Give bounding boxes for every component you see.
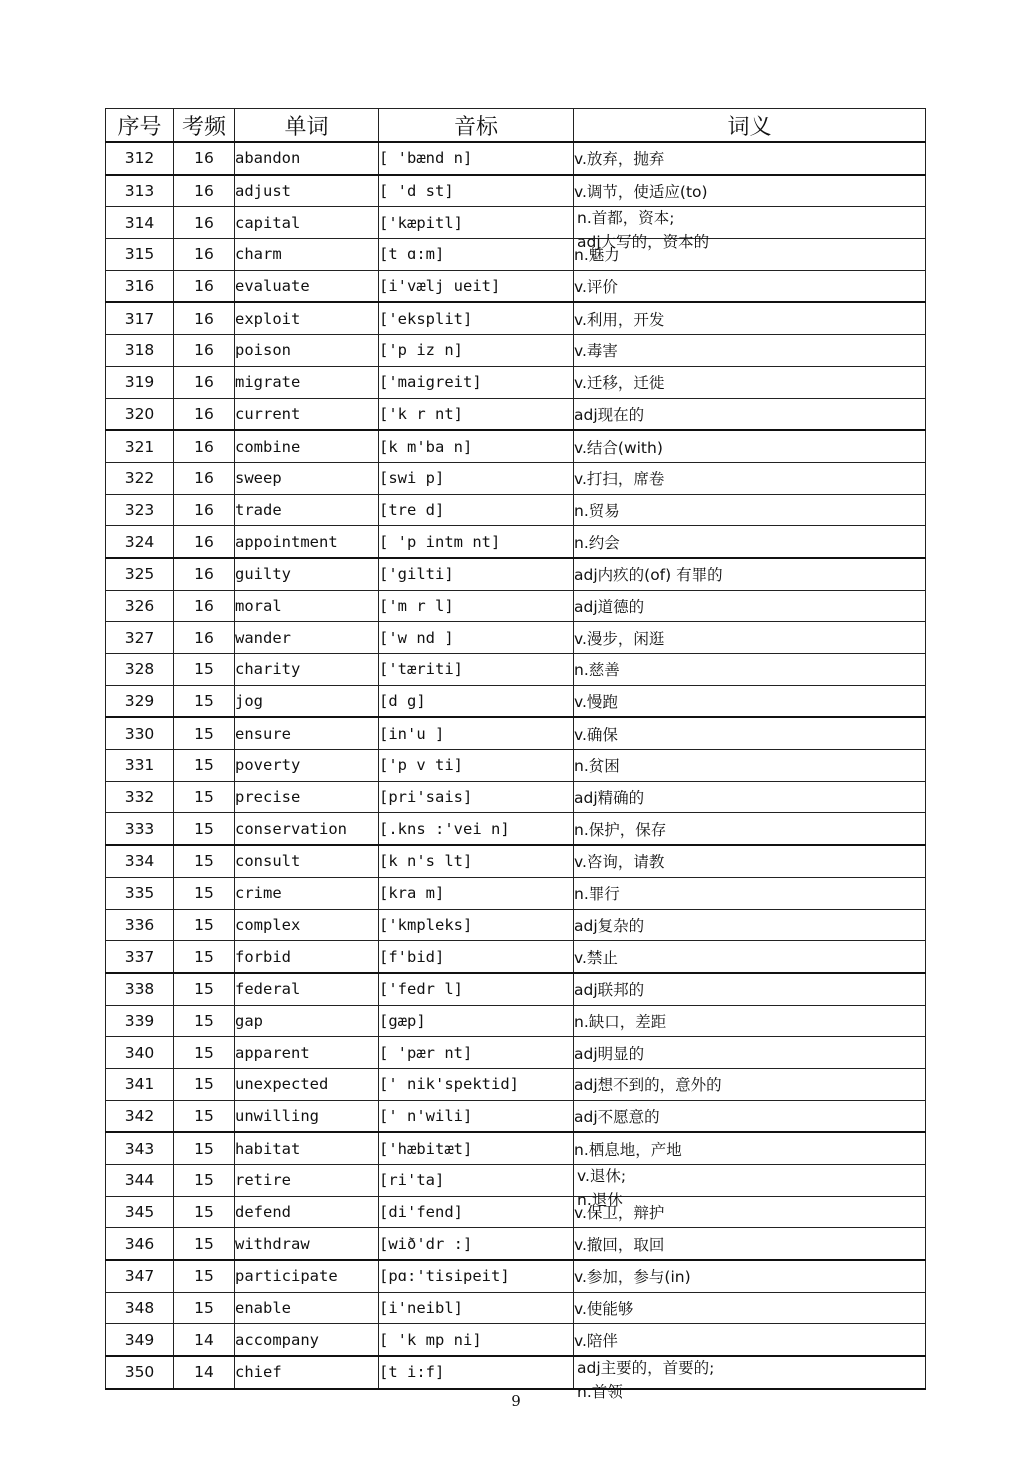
table-row [106,1132,926,1164]
row-meaning: v.漫步，闲逛 [574,622,926,654]
row-phonetic: ['kmpleks] [379,909,574,941]
row-meaning: v.咨询，请教 [574,845,926,877]
row-phonetic: [ri'ta] [379,1165,574,1197]
row-word: evaluate [235,270,379,302]
row-meaning: v.慢跑 [574,685,926,717]
row-meaning: n.约会 [574,526,926,558]
row-number: 326 [106,590,174,622]
row-word: forbid [235,941,379,973]
table-row [106,845,926,877]
table-row [106,1165,926,1197]
row-phonetic: [pɑ:'tisipeit] [379,1260,574,1292]
row-number: 313 [106,175,174,207]
row-word: poverty [235,750,379,782]
table-row [106,1260,926,1292]
row-number: 349 [106,1324,174,1356]
row-meaning: v.结合(with) [574,430,926,462]
row-number: 345 [106,1196,174,1228]
table-row [106,366,926,398]
row-phonetic: [i'neibl] [379,1292,574,1324]
row-word: current [235,398,379,430]
row-meaning-text: n.首都，资本; adj大写的，资本的 [577,209,710,252]
table-row [106,335,926,367]
row-meaning: adj现在的 [574,398,926,430]
row-word: unwilling [235,1100,379,1132]
row-word: ensure [235,717,379,749]
row-phonetic: [tre d] [379,494,574,526]
row-phonetic: ['kæpitl] [379,207,574,239]
table-row [106,558,926,590]
row-phonetic: ['w nd ] [379,622,574,654]
row-phonetic: [gæp] [379,1005,574,1037]
table-row [106,973,926,1005]
table-row [106,142,926,175]
row-phonetic: [ 'pær nt] [379,1037,574,1069]
row-meaning: v.撤回，取回 [574,1228,926,1260]
row-frequency: 15 [174,750,235,782]
row-word: chief [235,1356,379,1389]
row-frequency: 15 [174,877,235,909]
table-row [106,1037,926,1069]
row-number: 316 [106,270,174,302]
row-phonetic: ['p iz n] [379,335,574,367]
row-frequency: 15 [174,909,235,941]
row-word: unexpected [235,1068,379,1100]
row-meaning: v.使能够 [574,1292,926,1324]
row-phonetic: [ 'p intm nt] [379,526,574,558]
table-row [106,270,926,302]
row-word: abandon [235,142,379,175]
header-number: 序号 [106,109,174,143]
row-frequency: 15 [174,1165,235,1197]
table-row [106,1292,926,1324]
header-frequency: 考频 [174,109,235,143]
row-word: enable [235,1292,379,1324]
row-number: 339 [106,1005,174,1037]
row-meaning: n.罪行 [574,877,926,909]
row-number: 337 [106,941,174,973]
row-meaning: n.缺口，差距 [574,1005,926,1037]
row-number: 331 [106,750,174,782]
row-word: retire [235,1165,379,1197]
row-number: 314 [106,207,174,239]
row-frequency: 15 [174,1260,235,1292]
row-number: 340 [106,1037,174,1069]
row-phonetic: [k m'ba n] [379,430,574,462]
row-frequency: 16 [174,398,235,430]
row-frequency: 15 [174,1292,235,1324]
row-frequency: 15 [174,941,235,973]
row-frequency: 14 [174,1324,235,1356]
row-phonetic: [t i:f] [379,1356,574,1389]
row-meaning [574,207,926,252]
row-number: 324 [106,526,174,558]
row-word: gap [235,1005,379,1037]
row-phonetic: ['m r l] [379,590,574,622]
row-number: 319 [106,366,174,398]
row-number: 321 [106,430,174,462]
row-word: adjust [235,175,379,207]
row-number: 350 [106,1356,174,1389]
table-row [106,1324,926,1356]
row-meaning: v.放弃，抛弃 [574,142,926,175]
row-word: habitat [235,1132,379,1164]
row-meaning: v.确保 [574,717,926,749]
row-number: 346 [106,1228,174,1260]
row-phonetic: ['maigreit] [379,366,574,398]
row-number: 315 [106,239,174,271]
row-phonetic: [kra m] [379,877,574,909]
row-frequency: 16 [174,239,235,271]
row-word: accompany [235,1324,379,1356]
row-phonetic: [in'u ] [379,717,574,749]
table-row [106,526,926,558]
row-meaning: adj明显的 [574,1037,926,1069]
table-row [106,239,926,271]
table-row [106,1068,926,1100]
table-row [106,877,926,909]
table-row [106,781,926,813]
row-frequency: 16 [174,142,235,175]
row-frequency: 16 [174,622,235,654]
row-frequency: 15 [174,1005,235,1037]
row-frequency: 15 [174,717,235,749]
row-number: 325 [106,558,174,590]
row-frequency: 16 [174,270,235,302]
table-row [106,654,926,686]
row-word: poison [235,335,379,367]
row-meaning: v.保卫，辩护 [574,1196,926,1228]
row-phonetic: [swi p] [379,462,574,494]
row-word: federal [235,973,379,1005]
row-meaning [574,1165,926,1209]
row-meaning: n.保护，保存 [574,813,926,845]
row-meaning: n.贫困 [574,750,926,782]
row-meaning: v.陪伴 [574,1324,926,1356]
row-number: 348 [106,1292,174,1324]
row-phonetic: [ 'bænd n] [379,142,574,175]
row-frequency: 16 [174,366,235,398]
table-row [106,494,926,526]
row-number: 338 [106,973,174,1005]
row-frequency: 15 [174,654,235,686]
table-row [106,207,926,239]
row-number: 344 [106,1165,174,1197]
row-frequency: 15 [174,813,235,845]
row-meaning: v.迁移，迁徙 [574,366,926,398]
row-phonetic: ['tæriti] [379,654,574,686]
table-row [106,750,926,782]
row-phonetic: ['gilti] [379,558,574,590]
row-number: 323 [106,494,174,526]
row-meaning-text: v.退休; n.退休 [577,1167,627,1209]
row-meaning: v.打扫，席卷 [574,462,926,494]
row-word: defend [235,1196,379,1228]
row-frequency: 16 [174,526,235,558]
row-word: charity [235,654,379,686]
row-meaning-text: adj主要的，首要的; n.首领 [577,1359,715,1402]
row-word: exploit [235,302,379,334]
row-phonetic: [' n'wili] [379,1100,574,1132]
row-frequency: 16 [174,335,235,367]
row-frequency: 16 [174,558,235,590]
row-frequency: 15 [174,685,235,717]
row-word: guilty [235,558,379,590]
row-phonetic: ['hæbitæt] [379,1132,574,1164]
row-meaning: v.毒害 [574,335,926,367]
row-meaning: adj复杂的 [574,909,926,941]
row-meaning: n.魅力 [574,239,926,271]
row-meaning: v.禁止 [574,941,926,973]
row-word: complex [235,909,379,941]
row-phonetic: ['p v ti] [379,750,574,782]
row-meaning: adj道德的 [574,590,926,622]
row-word: migrate [235,366,379,398]
table-row [106,909,926,941]
row-number: 341 [106,1068,174,1100]
row-phonetic: [pri'sais] [379,781,574,813]
row-number: 335 [106,877,174,909]
row-frequency: 16 [174,207,235,239]
row-meaning: v.利用，开发 [574,302,926,334]
row-word: crime [235,877,379,909]
table-row [106,590,926,622]
row-number: 347 [106,1260,174,1292]
table-row [106,175,926,207]
row-word: moral [235,590,379,622]
row-phonetic: [di'fend] [379,1196,574,1228]
row-phonetic: [f'bid] [379,941,574,973]
row-phonetic: [ 'k mp ni] [379,1324,574,1356]
row-meaning: adj想不到的，意外的 [574,1068,926,1100]
page-number: 9 [511,1392,521,1410]
row-word: precise [235,781,379,813]
row-word: charm [235,239,379,271]
row-meaning: v.评价 [574,270,926,302]
row-number: 336 [106,909,174,941]
row-word: capital [235,207,379,239]
row-frequency: 15 [174,1228,235,1260]
row-frequency: 16 [174,302,235,334]
row-number: 343 [106,1132,174,1164]
row-meaning [574,1356,926,1402]
row-frequency: 15 [174,1068,235,1100]
row-frequency: 16 [174,430,235,462]
table-row [106,685,926,717]
row-frequency: 16 [174,462,235,494]
table-row [106,1100,926,1132]
row-phonetic: [t ɑ:m] [379,239,574,271]
row-meaning: adj联邦的 [574,973,926,1005]
row-meaning: adj内疚的(of) 有罪的 [574,558,926,590]
row-frequency: 15 [174,1196,235,1228]
header-word: 单词 [235,109,379,143]
row-number: 334 [106,845,174,877]
row-number: 317 [106,302,174,334]
row-frequency: 15 [174,781,235,813]
row-phonetic: [.kns :'vei n] [379,813,574,845]
row-number: 328 [106,654,174,686]
row-word: wander [235,622,379,654]
header-meaning: 词义 [574,109,926,143]
row-phonetic: [i'vælj ueit] [379,270,574,302]
row-word: participate [235,1260,379,1292]
row-number: 330 [106,717,174,749]
row-word: appointment [235,526,379,558]
row-number: 333 [106,813,174,845]
row-number: 318 [106,335,174,367]
row-meaning: n.栖息地，产地 [574,1132,926,1164]
row-word: apparent [235,1037,379,1069]
row-frequency: 15 [174,845,235,877]
table-row [106,1356,926,1389]
row-word: withdraw [235,1228,379,1260]
vocabulary-table [105,108,926,1402]
table-row [106,1228,926,1260]
table-row [106,1005,926,1037]
row-phonetic: [d g] [379,685,574,717]
row-phonetic: [' nik'spektid] [379,1068,574,1100]
row-number: 322 [106,462,174,494]
row-frequency: 14 [174,1356,235,1389]
table-row [106,622,926,654]
row-number: 312 [106,142,174,175]
row-meaning: v.调节，使适应(to) [574,175,926,207]
row-phonetic: ['fedr l] [379,973,574,1005]
row-phonetic: [wið'dr :] [379,1228,574,1260]
table-row [106,1196,926,1228]
row-phonetic: [k n's lt] [379,845,574,877]
row-word: sweep [235,462,379,494]
row-frequency: 16 [174,494,235,526]
header-phonetic: 音标 [379,109,574,143]
row-frequency: 15 [174,973,235,1005]
table-row [106,941,926,973]
row-number: 332 [106,781,174,813]
table-row [106,717,926,749]
table-row [106,302,926,334]
row-frequency: 15 [174,1132,235,1164]
row-number: 342 [106,1100,174,1132]
row-frequency: 16 [174,175,235,207]
row-word: jog [235,685,379,717]
row-frequency: 15 [174,1037,235,1069]
row-meaning: n.贸易 [574,494,926,526]
table-header-row [106,109,926,143]
table-row [106,398,926,430]
row-frequency: 15 [174,1100,235,1132]
table-row [106,430,926,462]
row-meaning: v.参加，参与(in) [574,1260,926,1292]
row-word: trade [235,494,379,526]
row-word: combine [235,430,379,462]
row-meaning: n.慈善 [574,654,926,686]
row-word: consult [235,845,379,877]
row-number: 329 [106,685,174,717]
row-number: 327 [106,622,174,654]
row-number: 320 [106,398,174,430]
row-frequency: 16 [174,590,235,622]
row-meaning: adj不愿意的 [574,1100,926,1132]
row-word: conservation [235,813,379,845]
row-meaning: adj精确的 [574,781,926,813]
table-row [106,462,926,494]
row-phonetic: ['k r nt] [379,398,574,430]
row-phonetic: [ 'd st] [379,175,574,207]
table-row [106,813,926,845]
row-phonetic: ['eksplit] [379,302,574,334]
